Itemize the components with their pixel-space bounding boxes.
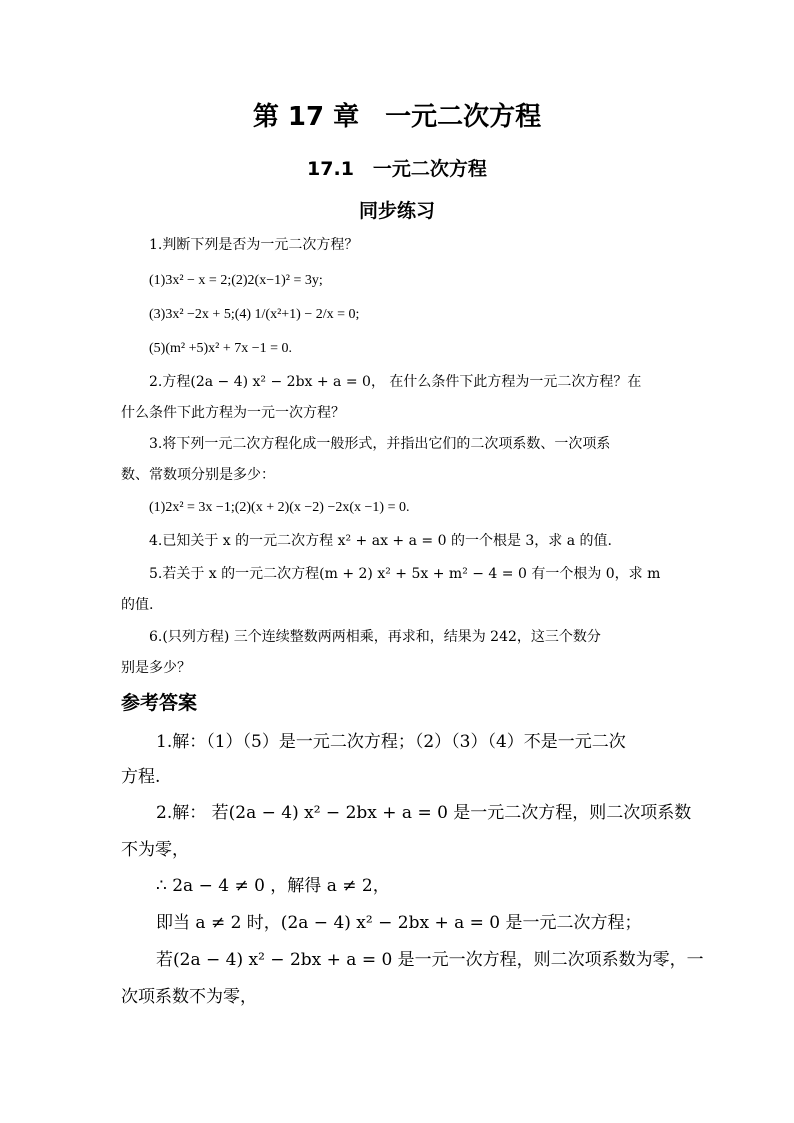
question-3-equations: (1)2x² = 3x −1;(2)(x + 2)(x −2) −2x(x −1) = 0. <box>149 500 410 515</box>
question-3-line-2: 数、常数项分别是多少： <box>121 467 275 483</box>
question-5-line-2: 的值. <box>121 597 154 613</box>
question-1-equation-5: (5)(m² +5)x² + 7x −1 = 0. <box>149 341 293 356</box>
question-1-intro: 1.判断下列是否为一元二次方程？ <box>149 237 359 253</box>
answer-2-line-4: 即当 a ≠ 2 时，(2a − 4) x² − 2bx + a = 0 是一元二次方程； <box>156 913 642 933</box>
question-1-equations-3-4: (3)3x² −2x + 5;(4) 1/(x²+1) − 2/x = 0; <box>149 307 360 322</box>
answer-2-line-5: 若(2a − 4) x² − 2bx + a = 0 是一元一次方程，则二次项系数为零，一 <box>156 950 704 970</box>
question-2-line-1: 2.方程(2a − 4) x² − 2bx + a = 0， 在什么条件下此方程为一元二次方程？在 <box>149 374 642 390</box>
answer-1-line-2: 方程. <box>121 767 161 787</box>
question-4: 4.已知关于 x 的一元二次方程 x² + ax + a = 0 的一个根是 3，求 a 的值. <box>149 533 613 549</box>
answer-2-line-2: 不为零， <box>121 840 189 860</box>
answer-2-line-3: ∴ 2a − 4 ≠ 0 ，解得 a ≠ 2， <box>156 876 390 896</box>
question-3-line-1: 3.将下列一元二次方程化成一般形式，并指出它们的二次项系数、一次项系 <box>149 436 611 452</box>
answers-heading: 参考答案 <box>121 692 198 714</box>
answer-2-line-6: 次项系数不为零， <box>121 987 257 1007</box>
answer-1-line-1: 1.解：（1）（5）是一元二次方程；（2）（3）（4）不是一元二次 <box>156 732 626 752</box>
section-title: 17.1 一元二次方程 <box>307 158 487 180</box>
chapter-title: 第 17 章 一元二次方程 <box>252 102 542 132</box>
question-6-line-1: 6.(只列方程) 三个连续整数两两相乘，再求和，结果为 242，这三个数分 <box>149 629 601 645</box>
question-2-line-2: 什么条件下此方程为一元一次方程？ <box>121 405 345 421</box>
question-6-line-2: 别是多少？ <box>121 660 191 676</box>
question-5-line-1: 5.若关于 x 的一元二次方程(m + 2) x² + 5x + m² − 4 = 0 有一个根为 0，求 m <box>149 566 661 582</box>
answer-2-line-1: 2.解： 若(2a − 4) x² − 2bx + a = 0 是一元二次方程，则二次项系数 <box>156 803 692 823</box>
question-1-equations-1-2: (1)3x² − x = 2;(2)2(x−1)² = 3y; <box>149 273 323 288</box>
subtitle: 同步练习 <box>358 200 435 222</box>
